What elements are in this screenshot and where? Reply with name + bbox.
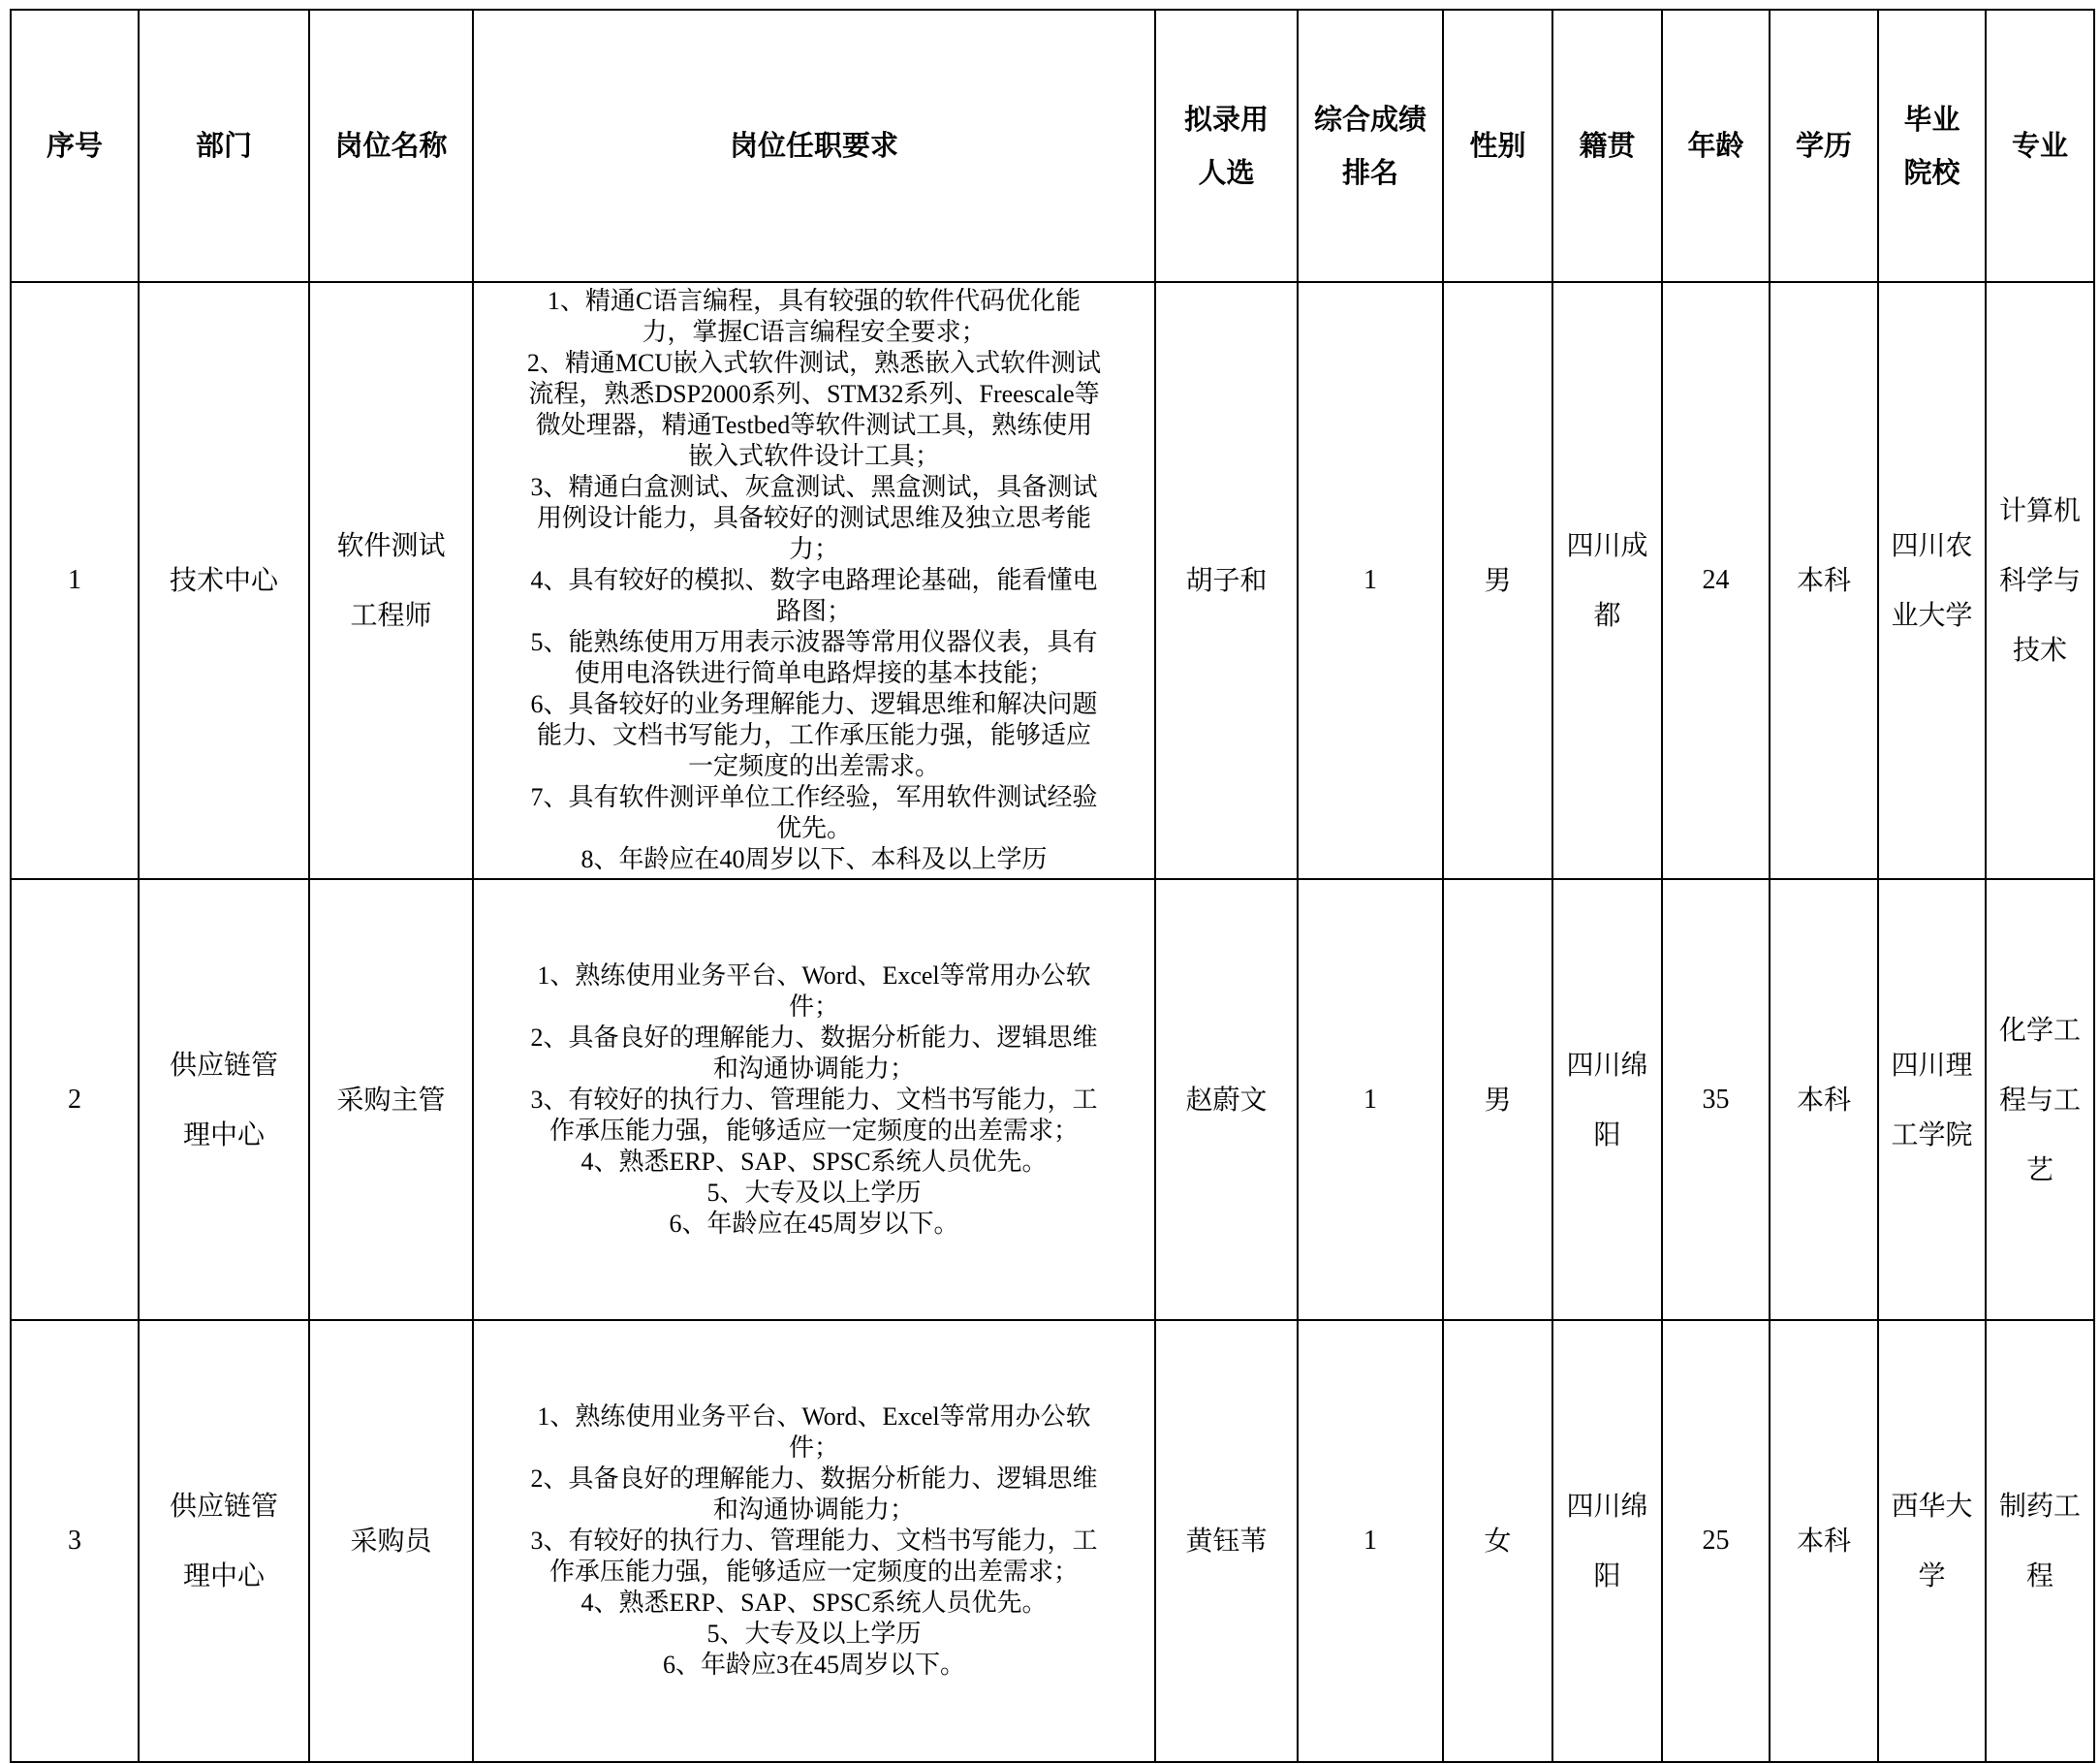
header-seq: 序号	[11, 10, 139, 282]
cell-dept	[139, 879, 309, 1320]
cell-ranking: 1	[1298, 879, 1443, 1320]
cell-major-line: 计算机	[1998, 494, 2081, 526]
cell-major-line: 科学与	[1998, 564, 2081, 596]
cell-position-line: 采购主管	[336, 1083, 446, 1116]
cell-requirements	[473, 879, 1155, 1320]
cell-requirements-line: 1、精通C语言编程，具有较强的软件代码优化能	[547, 287, 1081, 315]
cell-major	[1986, 1320, 2094, 1762]
cell-requirements-line: 作承压能力强，能够适应一定频度的出差需求；	[549, 1558, 1079, 1586]
header-education: 学历	[1770, 10, 1878, 282]
cell-position	[309, 1320, 473, 1762]
cell-candidate: 赵蔚文	[1155, 879, 1298, 1320]
cell-major-line: 程与工	[1998, 1083, 2081, 1116]
cell-requirements-line: 使用电洛铁进行简单电路焊接的基本技能；	[574, 659, 1053, 687]
header-school-line: 院校	[1903, 155, 1960, 189]
cell-requirements-line: 力；	[788, 535, 839, 563]
header-candidate-line: 拟录用	[1183, 102, 1269, 136]
cell-candidate: 黄钰苇	[1155, 1320, 1298, 1762]
cell-requirements-line: 6、年龄应在45周岁以下。	[669, 1209, 959, 1238]
cell-requirements-line: 5、能熟练使用万用表示波器等常用仪器仪表，具有	[530, 628, 1098, 656]
cell-major-line: 程	[2025, 1559, 2053, 1591]
cell-origin-line: 四川绵	[1566, 1490, 1648, 1522]
cell-major-line: 化学工	[1998, 1013, 2081, 1046]
cell-requirements-line: 作承压能力强，能够适应一定频度的出差需求；	[549, 1116, 1079, 1145]
cell-origin-line: 四川成	[1566, 529, 1648, 561]
cell-major-line: 技术	[2012, 634, 2067, 666]
header-requirements: 岗位任职要求	[473, 10, 1155, 282]
header-row	[11, 10, 2094, 282]
cell-ranking: 1	[1298, 282, 1443, 879]
cell-requirements-line: 4、熟悉ERP、SAP、SPSC系统人员优先。	[580, 1147, 1048, 1176]
cell-requirements-line: 2、具备良好的理解能力、数据分析能力、逻辑思维	[530, 1023, 1098, 1052]
cell-requirements-line: 1、熟练使用业务平台、Word、Excel等常用办公软	[537, 960, 1091, 990]
cell-requirements-line: 嵌入式软件设计工具；	[687, 442, 940, 470]
cell-position-line: 采购员	[350, 1525, 432, 1557]
cell-position-line: 软件测试	[336, 529, 446, 561]
cell-requirements-line: 流程，熟悉DSP2000系列、STM32系列、Freescale等	[528, 380, 1100, 408]
cell-requirements-line: 5、大专及以上学历	[706, 1620, 922, 1648]
cell-major	[1986, 879, 2094, 1320]
cell-requirements-line: 3、有较好的执行力、管理能力、文档书写能力，工	[530, 1527, 1098, 1555]
cell-school-line: 西华大	[1891, 1490, 1973, 1522]
cell-candidate: 胡子和	[1155, 282, 1298, 879]
header-candidate-line: 人选	[1198, 155, 1255, 189]
cell-requirements-line: 6、年龄应3在45周岁以下。	[662, 1651, 965, 1679]
cell-school-line: 四川理	[1891, 1048, 1973, 1081]
cell-requirements-line: 8、年龄应在40周岁以下、本科及以上学历	[580, 845, 1048, 873]
table-row	[11, 282, 2094, 879]
header-gender: 性别	[1443, 10, 1552, 282]
header-candidate	[1155, 10, 1298, 282]
cell-dept	[139, 1320, 309, 1762]
cell-education: 本科	[1770, 879, 1878, 1320]
cell-requirements-line: 和沟通协调能力；	[712, 1054, 915, 1083]
cell-requirements-line: 优先。	[775, 814, 852, 842]
cell-school-line: 四川农	[1891, 529, 1973, 561]
header-position: 岗位名称	[309, 10, 473, 282]
cell-requirements-line: 一定频度的出差需求。	[687, 752, 940, 780]
cell-requirements-line: 件；	[788, 1433, 839, 1462]
header-age: 年龄	[1662, 10, 1770, 282]
cell-dept-line: 技术中心	[169, 564, 278, 596]
cell-age: 24	[1662, 282, 1770, 879]
header-ranking-line: 综合成绩	[1313, 102, 1426, 136]
cell-dept-line: 供应链管	[169, 1048, 278, 1081]
cell-requirements-line: 用例设计能力，具备较好的测试思维及独立思考能	[536, 504, 1091, 532]
header-ranking-line: 排名	[1341, 155, 1398, 189]
header-dept: 部门	[139, 10, 309, 282]
cell-gender: 男	[1443, 282, 1552, 879]
table-row	[11, 1320, 2094, 1762]
cell-position	[309, 282, 473, 879]
hiring-roster-table	[10, 9, 2095, 1763]
cell-origin-line: 都	[1593, 599, 1621, 631]
cell-requirements-line: 3、有较好的执行力、管理能力、文档书写能力，工	[530, 1085, 1098, 1114]
cell-position	[309, 879, 473, 1320]
cell-requirements-line: 4、具有较好的模拟、数字电路理论基础，能看懂电	[530, 566, 1098, 594]
cell-education: 本科	[1770, 1320, 1878, 1762]
cell-requirements-line: 2、精通MCU嵌入式软件测试，熟悉嵌入式软件测试	[526, 349, 1102, 377]
header-major: 专业	[1986, 10, 2094, 282]
cell-requirements-line: 7、具有软件测评单位工作经验，军用软件测试经验	[530, 783, 1098, 811]
cell-gender: 女	[1443, 1320, 1552, 1762]
cell-seq: 1	[11, 282, 139, 879]
cell-dept-line: 供应链管	[169, 1490, 278, 1522]
cell-school	[1878, 879, 1986, 1320]
cell-requirements-line: 2、具备良好的理解能力、数据分析能力、逻辑思维	[530, 1464, 1098, 1493]
cell-school	[1878, 1320, 1986, 1762]
cell-origin	[1552, 1320, 1662, 1762]
cell-origin-line: 阳	[1593, 1118, 1621, 1150]
cell-origin	[1552, 282, 1662, 879]
cell-requirements-line: 4、熟悉ERP、SAP、SPSC系统人员优先。	[580, 1589, 1048, 1617]
cell-requirements	[473, 282, 1155, 879]
cell-major-line: 制药工	[1998, 1490, 2081, 1522]
cell-requirements-line: 5、大专及以上学历	[706, 1178, 922, 1207]
header-school	[1878, 10, 1986, 282]
cell-requirements-line: 微处理器，精通Testbed等软件测试工具，熟练使用	[535, 411, 1093, 439]
header-school-line: 毕业	[1903, 102, 1960, 136]
cell-gender: 男	[1443, 879, 1552, 1320]
cell-education: 本科	[1770, 282, 1878, 879]
cell-requirements-line: 件；	[788, 992, 839, 1021]
cell-dept-line: 理中心	[182, 1559, 265, 1591]
cell-school-line: 工学院	[1891, 1118, 1973, 1150]
cell-ranking: 1	[1298, 1320, 1443, 1762]
cell-position-line: 工程师	[350, 599, 432, 631]
roster-body	[11, 282, 2094, 1762]
cell-requirements-line: 力，掌握C语言编程安全要求；	[642, 318, 987, 346]
cell-school	[1878, 282, 1986, 879]
cell-school-line: 学	[1918, 1559, 1946, 1591]
cell-dept-line: 理中心	[182, 1118, 265, 1150]
cell-major	[1986, 282, 2094, 879]
cell-requirements-line: 6、具备较好的业务理解能力、逻辑思维和解决问题	[530, 690, 1098, 718]
cell-requirements-line: 能力、文档书写能力，工作承压能力强，能够适应	[536, 721, 1091, 749]
header-origin: 籍贯	[1552, 10, 1662, 282]
cell-origin-line: 四川绵	[1566, 1048, 1648, 1081]
cell-age: 25	[1662, 1320, 1770, 1762]
cell-requirements	[473, 1320, 1155, 1762]
cell-dept	[139, 282, 309, 879]
cell-requirements-line: 3、精通白盒测试、灰盒测试、黑盒测试，具备测试	[530, 473, 1098, 501]
table-row	[11, 879, 2094, 1320]
cell-school-line: 业大学	[1891, 599, 1973, 631]
cell-seq: 2	[11, 879, 139, 1320]
cell-requirements-line: 1、熟练使用业务平台、Word、Excel等常用办公软	[537, 1402, 1091, 1431]
header-ranking	[1298, 10, 1443, 282]
cell-seq: 3	[11, 1320, 139, 1762]
cell-origin-line: 阳	[1593, 1559, 1621, 1591]
cell-origin	[1552, 879, 1662, 1320]
cell-requirements-line: 和沟通协调能力；	[712, 1495, 915, 1524]
cell-requirements-line: 路图；	[775, 597, 852, 625]
cell-age: 35	[1662, 879, 1770, 1320]
cell-major-line: 艺	[2025, 1152, 2053, 1185]
